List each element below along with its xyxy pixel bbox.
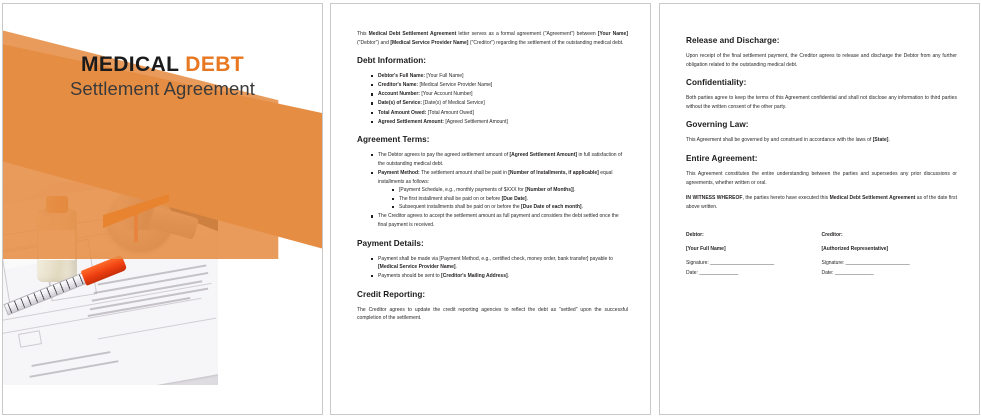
cover-orange-band-left [2, 29, 287, 259]
debtor-signature-line[interactable]: Signature: _______________________ [686, 260, 775, 267]
sub-text-2: ]. [572, 187, 576, 194]
payment-text-4: . [507, 273, 510, 280]
witness-paragraph [686, 194, 957, 211]
debt-item-label: Agreed Settlement Amount: [378, 118, 444, 125]
page-three-body [686, 36, 957, 279]
document-page-cover[interactable] [2, 3, 323, 415]
creditor-role-label: Creditor: [821, 232, 843, 239]
sub-list-item [392, 195, 628, 204]
intro-bold-3: [Medical Service Provider Name] [390, 39, 469, 46]
debt-item-value: [Your Full Name] [425, 73, 464, 80]
debt-item-value: [Medical Service Provider Name] [418, 82, 493, 89]
debt-item-label: Creditor's Name: [378, 82, 419, 89]
payment-text-2: . [455, 264, 457, 271]
creditor-date-line[interactable]: Date: ______________ [821, 270, 874, 277]
credit-reporting-paragraph: The Creditor agrees to update the credit reporting agencies to reflect the debt as "settled" upon the successful completion of the settlement. [357, 306, 628, 322]
governing-law-bold-state: [State] [872, 137, 889, 144]
list-item [371, 255, 628, 272]
heading-credit-reporting: Credit Reporting: [357, 289, 426, 299]
cover-subtitle: Settlement Agreement [69, 78, 256, 100]
list-item [371, 109, 628, 118]
document-page-two[interactable] [330, 3, 651, 415]
sub-bold-2: [Due Date] [501, 195, 527, 202]
term-bold-1: [Agreed Settlement Amount] [509, 152, 578, 159]
payment-text-3: Payments should be sent to [378, 273, 442, 280]
heading-debt-information: Debt Information: [357, 56, 427, 66]
debt-item-value: [Your Account Number] [419, 91, 473, 98]
list-item [371, 81, 628, 90]
list-item [371, 151, 628, 168]
term-text-2: in full satisfaction of the outstanding medical debt. [378, 152, 623, 167]
sub-text-1: [Payment Schedule, e.g., monthly payments of $XXX for [399, 187, 526, 194]
payment-details-list [357, 255, 628, 281]
page-two-body [357, 30, 628, 327]
sub-text-4: . [526, 195, 528, 202]
list-item [371, 99, 628, 108]
signature-column-creditor [822, 231, 958, 279]
witness-text-2: as of the date first above written. [686, 195, 957, 210]
intro-text-3: ("Debtor") and [357, 39, 391, 46]
document-page-three[interactable] [659, 3, 980, 415]
debtor-date-line[interactable]: Date: ______________ [686, 270, 739, 277]
debt-item-label: Account Number: [378, 91, 420, 98]
term-text-3: The settlement amount shall be paid in [419, 169, 509, 176]
intro-paragraph [357, 30, 628, 47]
creditor-signature-line[interactable]: Signature: _______________________ [821, 260, 910, 267]
debt-item-value: [Date(s) of Medical Service] [421, 100, 485, 107]
witness-text-1: , the parties hereto have executed this [742, 195, 830, 202]
heading-governing-law: Governing Law: [686, 120, 749, 130]
witness-bold-1: IN WITNESS WHEREOF [686, 195, 743, 202]
list-item [371, 272, 628, 281]
term-text-1: The Debtor agrees to pay the agreed settlement amount of [378, 152, 510, 159]
creditor-name-field: [Authorized Representative] [821, 245, 889, 252]
payment-bold-1: [Medical Service Provider Name] [378, 264, 456, 271]
governing-law-text-2: . [888, 137, 890, 144]
intro-text-4: ("Creditor") regarding the settlement of the outstanding medical debt. [468, 39, 624, 46]
payment-text-1: Payment shall be made via [Payment Method, e.g., certified check, money order, bank transfer] payable to [378, 255, 613, 262]
intro-text-1: This [357, 31, 369, 37]
list-item [371, 118, 628, 127]
agreement-terms-list [357, 151, 628, 229]
governing-law-paragraph [686, 136, 957, 145]
intro-bold-2: [Your Name] [597, 31, 629, 37]
entire-agreement-paragraph: This Agreement constitutes the entire understanding between the parties and supersedes any prior discussions or agreements, whether written or oral. [686, 170, 957, 186]
term-bold-installments: [Number of Installments, if applicable] [508, 169, 599, 176]
heading-entire-agreement: Entire Agreement: [686, 153, 758, 163]
debt-item-value: [Total Amount Owed] [426, 109, 474, 116]
confidentiality-paragraph: Both parties agree to keep the terms of this Agreement confidential and shall not disclose any information to third parties without the written consent of the other party. [686, 95, 957, 110]
list-item [371, 169, 628, 212]
cover-title-accent: DEBT [185, 53, 245, 76]
agreement-terms-sublist [378, 186, 628, 212]
debt-item-label: Date(s) of Service: [378, 100, 422, 107]
debt-information-list [357, 72, 628, 126]
signature-column-debtor [686, 231, 822, 279]
intro-bold-1: Medical Debt Settlement Agreement [368, 31, 457, 37]
cover-title-primary: MEDICAL [80, 53, 180, 76]
debtor-role-label: Debtor: [686, 232, 704, 239]
list-item: The Creditor agrees to accept the settlement amount as full payment and considers the debt settled once the final payment is received. [371, 212, 628, 229]
term-bold-payment-method: Payment Method: [378, 169, 420, 176]
term-text-4: equal installments as follows: [378, 169, 613, 185]
sub-list-item [392, 203, 628, 212]
heading-release-and-discharge: Release and Discharge: [686, 36, 780, 45]
sub-text-6: . [581, 204, 583, 211]
debt-item-label: Total Amount Owed: [378, 109, 427, 116]
list-item [371, 72, 628, 81]
debt-item-value: [Agreed Settlement Amount] [443, 118, 508, 125]
heading-agreement-terms: Agreement Terms: [357, 135, 430, 145]
release-and-discharge-paragraph: Upon receipt of the final settlement payment, the Creditor agrees to release and discharge the Debtor from any further obligation related to the outstanding medical debt. [686, 53, 957, 68]
list-item [371, 90, 628, 99]
signature-block [686, 231, 957, 279]
debtor-name-field: [Your Full Name] [686, 245, 726, 252]
heading-payment-details: Payment Details: [357, 238, 424, 248]
sub-text-5: Subsequent installments shall be paid on or before the [399, 204, 522, 211]
heading-confidentiality: Confidentiality: [686, 78, 747, 88]
governing-law-text-1: This Agreement shall be governed by and construed in accordance with the laws of [686, 137, 873, 144]
sub-list-item [392, 186, 628, 195]
payment-bold-2: [Creditor's Mailing Address] [441, 273, 508, 280]
sub-bold-3: [Due Date of each month] [521, 204, 582, 211]
sub-text-3: The first installment shall be paid on or before [399, 195, 502, 202]
intro-text-2: letter serves as a formal agreement ("Agreement") between [456, 31, 598, 37]
witness-bold-2: Medical Debt Settlement Agreement [829, 195, 916, 202]
debt-item-label: Debtor's Full Name: [378, 73, 426, 80]
sub-bold-1: [Number of Months] [525, 187, 573, 194]
